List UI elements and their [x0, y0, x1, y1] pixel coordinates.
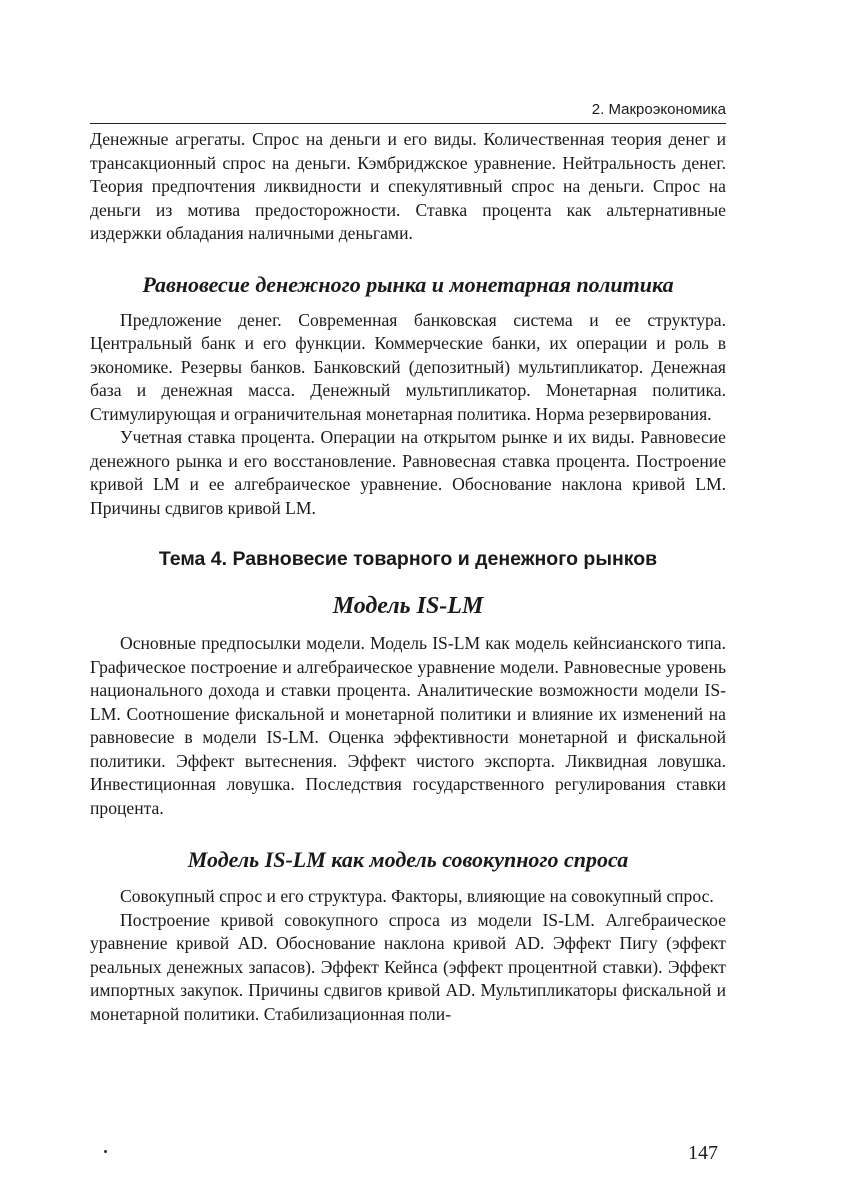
- page-number: 147: [688, 1142, 718, 1164]
- discount-rate-paragraph: Учетная ставка процента. Операции на открытом рынке и их виды. Равновесие денежного рынка и его восстановление. Равновесная ставка процента. Построение кривой LM и ее алгебраическое уравнение. Обоснование наклона кривой LM. Причины сдвигов кривой LM.: [90, 427, 726, 518]
- aggregate-demand-paragraph: Совокупный спрос и его структура. Факторы, влияющие на совокупный спрос.: [120, 886, 714, 906]
- running-head: 2. Макроэкономика: [90, 101, 726, 124]
- model-is-lm-heading: Модель IS-LM: [332, 593, 484, 619]
- intro-paragraph: Денежные агрегаты. Спрос на деньги и его виды. Количественная теория денег и трансакционный спрос на деньги. Кэмбриджское уравнение. Нейтральность денег. Теория предпочтения ликвидности и спекулятивный спрос на деньги. Спрос на деньги из мотива предосторожности. Ставка процента как альтернативные издержки обладания наличными деньгами.: [90, 129, 726, 243]
- money-supply-paragraph: Предложение денег. Современная банковская система и ее структура. Центральный банк и его функции. Коммерческие банки, их операции и роль в экономике. Резервы банков. Банковский (депозитный) мультипликатор. Денежная база и денежная масса. Денежный мультипликатор. Монетарная политика. Стимулирующая и ограничительная монетарная политика. Норма резервирования.: [90, 309, 726, 424]
- theme-4-heading: Тема 4. Равновесие товарного и денежного рынков: [158, 548, 658, 570]
- ad-curve-paragraph: Построение кривой совокупного спроса из модели IS-LM. Алгебраическое уравнение кривой AD. Обоснование наклона кривой AD. Эффект Пигу (эффект реальных денежных запасов). Эффект Кейнса (эффект процентной ставки). Эффект импортных закупок. Причины сдвигов кривой AD. Мультипликаторы фискальной и монетарной политики. Стабилизационная поли-: [90, 909, 726, 1024]
- section-title-aggregate-demand: Модель IS-LM как модель совокупного спроса: [187, 847, 629, 872]
- section-title-money-market: Равновесие денежного рынка и монетарная политика: [142, 271, 674, 297]
- page-content: [90, 128, 726, 1026]
- print-speck: [104, 1150, 107, 1153]
- is-lm-paragraph: Основные предпосылки модели. Модель IS-LM как модель кейнсианского типа. Графическое построение и алгебраическое уравнение модели. Равновесные уровень национального дохода и ставки процента. Аналитические возможности модели IS-LM. Соотношение фискальной и монетарной политики и влияние их изменений на равновесие в модели IS-LM. Оценка эффективности монетарной и фискальной политики. Эффект вытеснения. Эффект чистого экспорта. Ликвидная ловушка. Инвестиционная ловушка. Последствия государственного регулирования ставки процента.: [90, 633, 726, 818]
